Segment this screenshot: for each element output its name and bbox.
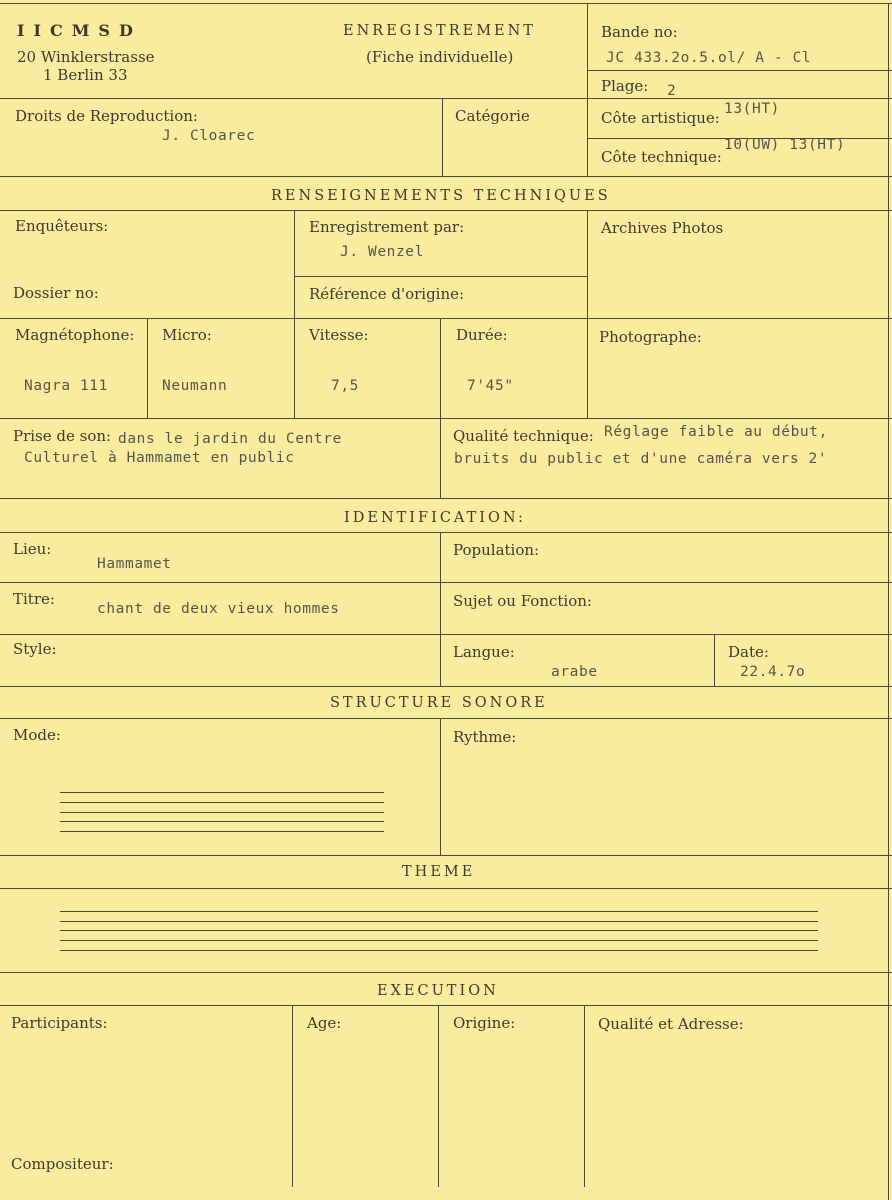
divider: [0, 418, 892, 419]
categorie-label: Catégorie: [455, 107, 530, 125]
divider: [0, 1005, 892, 1006]
lieu-value: Hammamet: [97, 556, 172, 572]
titre-value: chant de deux vieux hommes: [97, 601, 340, 617]
divider: [714, 634, 715, 686]
duree-value: 7'45": [467, 378, 514, 394]
address-line-2: 1 Berlin 33: [43, 66, 128, 84]
reference-label: Référence d'origine:: [309, 285, 465, 303]
border-top: [0, 3, 892, 4]
form-subtitle: (Fiche individuelle): [366, 48, 514, 66]
mode-rule: [60, 812, 384, 813]
divider: [294, 210, 295, 418]
divider: [440, 718, 441, 856]
sujet-fonction-label: Sujet ou Fonction:: [453, 592, 592, 610]
plage-label: Plage:: [601, 77, 649, 95]
date-value: 22.4.7o: [740, 664, 806, 680]
qualite-technique-line-2: bruits du public et d'une caméra vers 2': [454, 451, 828, 467]
droits-label: Droits de Reproduction:: [15, 107, 198, 125]
section-title-structure: STRUCTURE SONORE: [330, 695, 548, 711]
qualite-adresse-label: Qualité et Adresse:: [598, 1015, 744, 1033]
divider: [0, 972, 892, 973]
cote-technique-label: Côte technique:: [601, 148, 722, 166]
bande-value: JC 433.2o.5.ol/ A - Cl: [606, 50, 812, 66]
compositeur-label: Compositeur:: [11, 1155, 114, 1173]
border-right: [888, 3, 889, 1200]
theme-rule: [60, 930, 818, 931]
dossier-label: Dossier no:: [13, 284, 99, 302]
photographe-label: Photographe:: [599, 328, 702, 346]
plage-value: 2: [667, 83, 677, 99]
theme-rule: [60, 950, 818, 951]
divider: [440, 318, 441, 418]
theme-rule: [60, 921, 818, 922]
magnetophone-value: Nagra 111: [24, 378, 108, 394]
institution-logo: IICMSD: [17, 21, 142, 40]
divider: [0, 582, 892, 583]
enregistrement-par-label: Enregistrement par:: [309, 218, 465, 236]
section-title-theme: THEME: [402, 864, 476, 880]
participants-label: Participants:: [11, 1014, 108, 1032]
micro-value: Neumann: [162, 378, 228, 394]
qualite-technique-label: Qualité technique:: [453, 427, 594, 445]
cote-artistique-label: Côte artistique:: [601, 109, 720, 127]
mode-label: Mode:: [13, 726, 61, 744]
vitesse-value: 7,5: [331, 378, 359, 394]
divider: [587, 3, 588, 176]
mode-rule: [60, 802, 384, 803]
date-label: Date:: [728, 643, 769, 661]
mode-rule: [60, 831, 384, 832]
cote-artistique-value: 13(HT): [724, 101, 780, 117]
divider: [294, 276, 587, 277]
divider: [0, 686, 892, 687]
divider: [0, 718, 892, 719]
theme-rule: [60, 940, 818, 941]
divider: [0, 634, 892, 635]
divider: [440, 418, 441, 498]
divider: [0, 318, 892, 319]
divider: [0, 210, 892, 211]
origine-label: Origine:: [453, 1014, 516, 1032]
style-label: Style:: [13, 640, 57, 658]
divider: [147, 318, 148, 418]
divider: [440, 532, 441, 686]
prise-de-son-line-2: Culturel à Hammamet en public: [24, 450, 295, 466]
magnetophone-label: Magnétophone:: [15, 326, 135, 344]
vitesse-label: Vitesse:: [309, 326, 369, 344]
prise-de-son-line-1: dans le jardin du Centre: [118, 431, 342, 447]
rythme-label: Rythme:: [453, 728, 517, 746]
divider: [438, 1005, 439, 1187]
divider: [0, 498, 892, 499]
section-title-identification: IDENTIFICATION:: [344, 510, 526, 526]
prise-de-son-label: Prise de son:: [13, 427, 112, 445]
enregistrement-par-value: J. Wenzel: [340, 244, 424, 260]
age-label: Age:: [307, 1014, 342, 1032]
divider: [0, 532, 892, 533]
duree-label: Durée:: [456, 326, 508, 344]
divider: [292, 1005, 293, 1187]
enqueteurs-label: Enquêteurs:: [15, 217, 109, 235]
section-title-execution: EXECUTION: [377, 983, 499, 999]
divider: [0, 855, 892, 856]
qualite-technique-line-1: Réglage faible au début,: [604, 424, 828, 440]
micro-label: Micro:: [162, 326, 212, 344]
cote-technique-value: 10(UW) 13(HT): [724, 137, 846, 153]
address-line-1: 20 Winklerstrasse: [17, 48, 155, 66]
titre-label: Titre:: [13, 590, 55, 608]
langue-value: arabe: [551, 664, 598, 680]
divider: [442, 98, 443, 176]
divider: [0, 888, 892, 889]
theme-rule: [60, 911, 818, 912]
form-title: ENREGISTREMENT: [343, 23, 536, 39]
mode-rule: [60, 792, 384, 793]
droits-value: J. Cloarec: [162, 128, 256, 144]
archives-photos-label: Archives Photos: [601, 219, 724, 237]
population-label: Population:: [453, 541, 540, 559]
lieu-label: Lieu:: [13, 540, 52, 558]
section-title-technical: RENSEIGNEMENTS TECHNIQUES: [271, 188, 611, 204]
langue-label: Langue:: [453, 643, 515, 661]
divider: [587, 210, 588, 418]
mode-rule: [60, 821, 384, 822]
bande-label: Bande no:: [601, 23, 678, 41]
divider: [587, 70, 892, 71]
divider: [584, 1005, 585, 1187]
divider: [0, 176, 892, 177]
